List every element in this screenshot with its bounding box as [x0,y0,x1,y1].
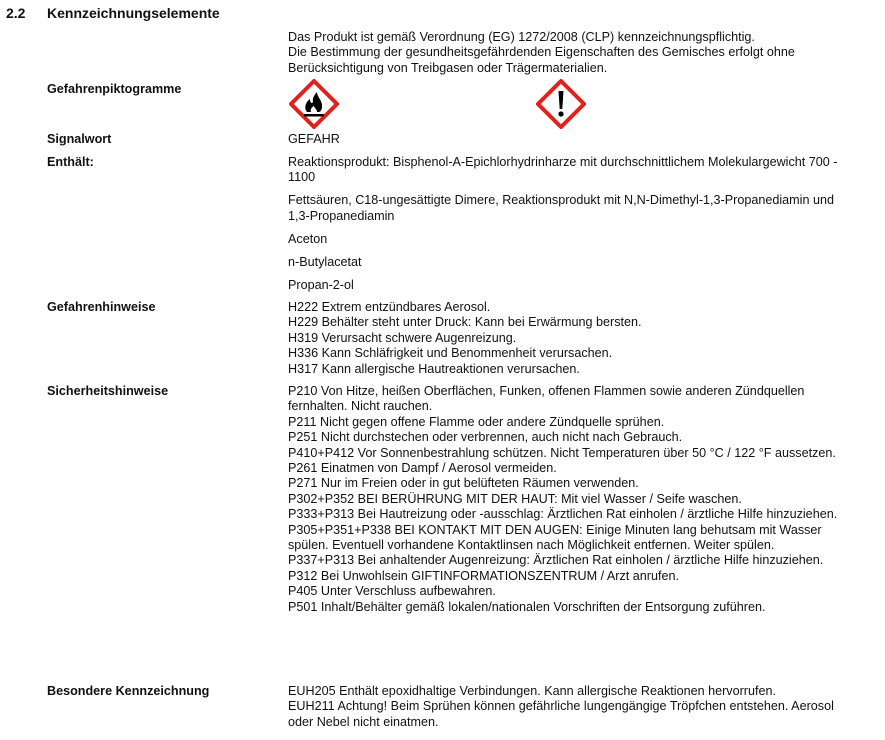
intro-line: Die Bestimmung der gesundheitsgefährdenden Eigenschaften des Gemisches erfolgt ohne Berücksichtigung von Treibgasen oder Trägermaterialien. [288,45,795,75]
pictograms-label: Gefahrenpiktogramme [47,82,182,96]
list-item: P271 Nur im Freien oder in gut belüfteten Räumen verwenden. [288,476,639,491]
precaution-list [288,384,856,615]
list-item: Aceton [288,231,328,246]
list-item: P410+P412 Vor Sonnenbestrahlung schützen. Nicht Temperaturen über 50 °C / 122 °F aussetzen. [288,445,836,460]
list-item: EUH211 Achtung! Beim Sprühen können gefährliche lungengängige Tröpfchen entstehen. Aerosol oder Nebel nicht einatmen. [288,699,834,729]
list-item: P405 Unter Verschluss aufbewahren. [288,584,496,599]
list-item: n-Butylacetat [288,254,362,269]
exclamation-pictogram-icon [536,79,586,129]
hazard-label: Gefahrenhinweise [47,300,156,314]
list-item: P302+P352 BEI BERÜHRUNG MIT DER HAUT: Mit viel Wasser / Seife waschen. [288,491,742,506]
section-number: 2.2 [6,5,26,21]
list-item: EUH205 Enthält epoxidhaltige Verbindungen. Kann allergische Reaktionen hervorrufen. [288,684,776,698]
list-item: P211 Nicht gegen offene Flamme oder andere Zündquelle sprühen. [288,414,665,429]
list-item: Propan-2-ol [288,277,354,292]
list-item: Reaktionsprodukt: Bisphenol-A-Epichlorhydrinharze mit durchschnittlichem Molekulargewicht 700 - 1100 [288,155,838,185]
list-item: P501 Inhalt/Behälter gemäß lokalen/nationalen Vorschriften der Entsorgung zuführen. [288,599,766,614]
signal-label: Signalwort [47,132,112,146]
flame-pictogram-icon [289,79,339,129]
section-title: Kennzeichnungselemente [47,5,220,21]
special-list [288,684,856,730]
hazard-list [288,300,856,377]
special-label: Besondere Kennzeichnung [47,684,210,698]
list-item: P210 Von Hitze, heißen Oberflächen, Funken, offenen Flammen sowie anderen Zündquellen fernhalten. Nicht rauchen. [288,384,805,414]
list-item: P261 Einatmen von Dampf / Aerosol vermeiden. [288,461,557,476]
intro-text [288,30,848,76]
list-item: P305+P351+P338 BEI KONTAKT MIT DEN AUGEN: Einige Minuten lang behutsam mit Wasser spülen. Eventuell vorhandene Kontaktlinsen nach Möglichkeit entfernen. Weiter spülen. [288,522,822,553]
list-item: H319 Verursacht schwere Augenreizung. [288,330,517,345]
list-item: H336 Kann Schläfrigkeit und Benommenheit verursachen. [288,346,613,361]
list-item: P333+P313 Bei Hautreizung oder -ausschlag: Ärztlichen Rat einholen / ärztliche Hilfe hinzuziehen. [288,507,838,522]
intro-line: Das Produkt ist gemäß Verordnung (EG) 1272/2008 (CLP) kennzeichnungspflichtig. [288,30,755,44]
signal-word: GEFAHR [288,132,340,146]
list-item: H222 Extrem entzündbares Aerosol. [288,300,491,314]
list-item: P312 Bei Unwohlsein GIFTINFORMATIONSZENTRUM / Arzt anrufen. [288,568,679,583]
list-item: H317 Kann allergische Hautreaktionen verursachen. [288,361,580,376]
precaution-label: Sicherheitshinweise [47,384,169,398]
list-item: P337+P313 Bei anhaltender Augenreizung: Ärztlichen Rat einholen / ärztliche Hilfe hinzuziehen. [288,553,824,568]
contains-label: Enthält: [47,155,94,169]
list-item: H229 Behälter steht unter Druck: Kann bei Erwärmung bersten. [288,315,642,330]
contains-list [288,155,856,301]
list-item: Fettsäuren, C18-ungesättigte Dimere, Reaktionsprodukt mit N,N-Dimethyl-1,3-Propanediamin und 1,3-Propanediamin [288,193,834,223]
list-item: P251 Nicht durchstechen oder verbrennen, auch nicht nach Gebrauch. [288,430,683,445]
